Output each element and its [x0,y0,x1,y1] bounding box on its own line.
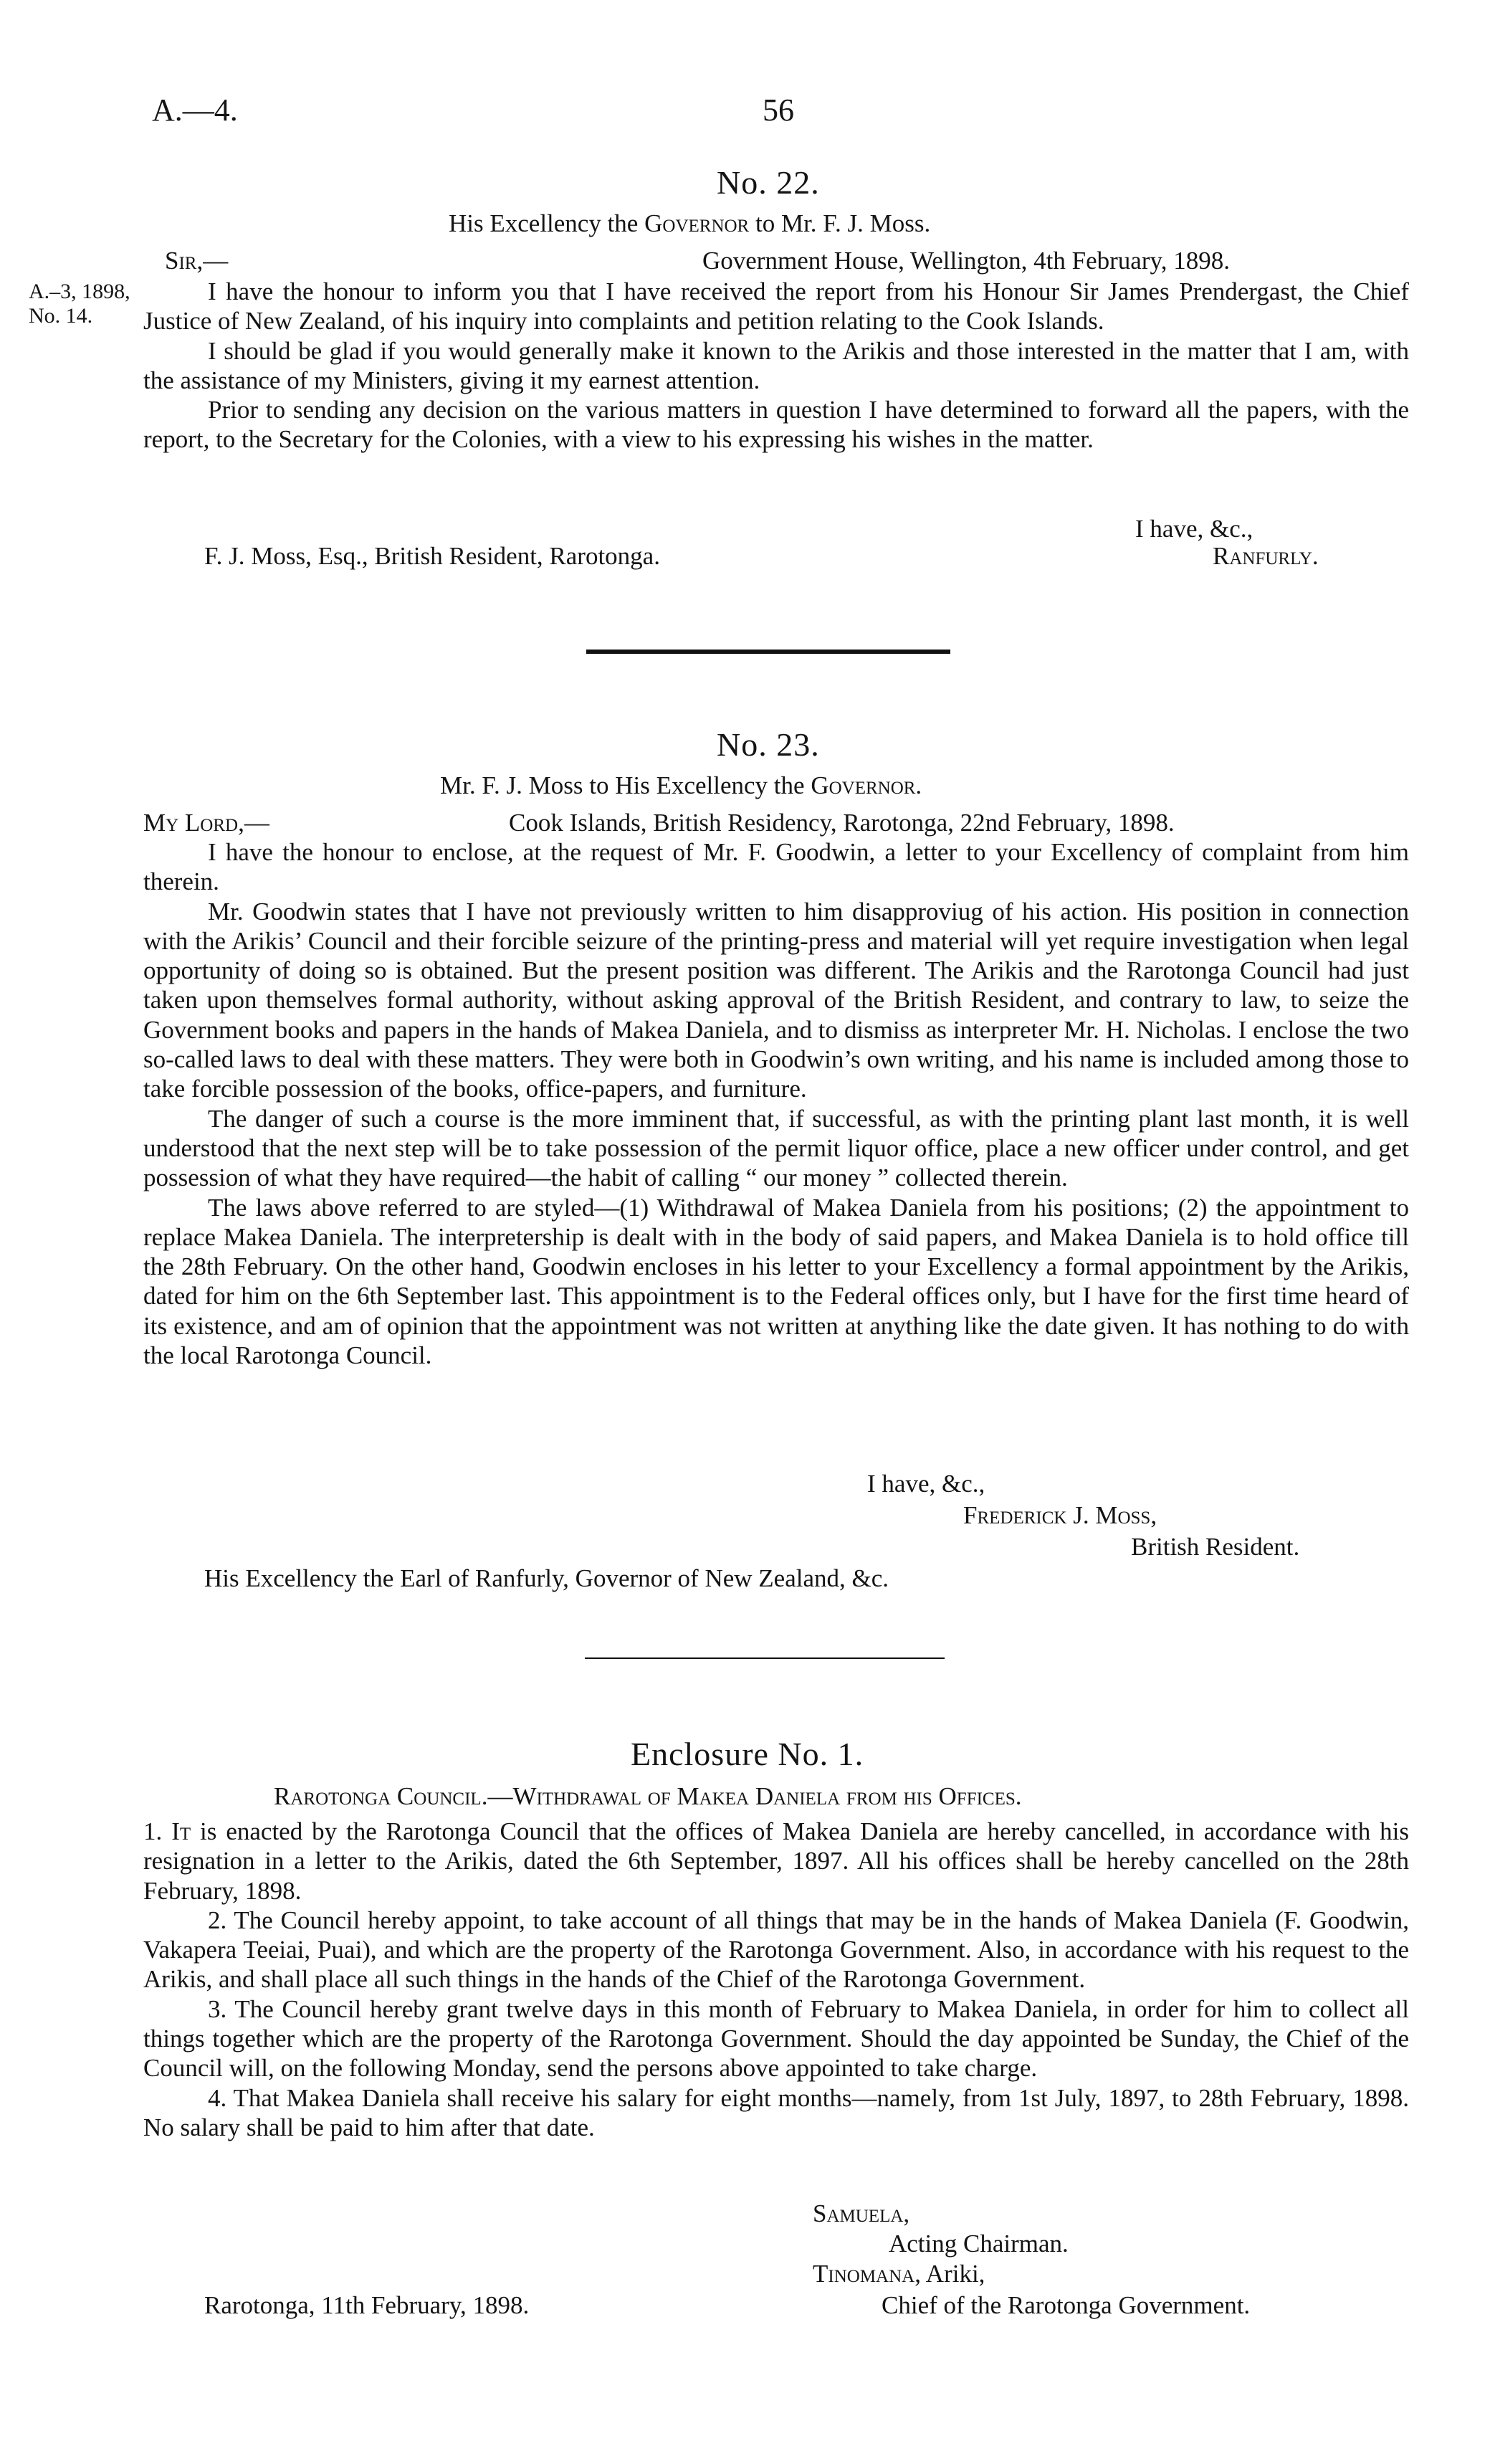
letter-23-place-date: Cook Islands, British Residency, Rarotonga, 22nd February, 1898. [509,809,1175,837]
letter-23-paragraph-4: The laws above referred to are styled—(1) Withdrawal of Makea Daniela from his positions; (2) the appointment to replace Makea Daniela. The interpretership is dealt with in the body of said papers, and Makea Daniela is to hold office till the 28th February. On the other hand, Goodwin encloses in his letter to your Excellency a formal appointment by the Arikis, dated for him on the 6th September last. This appointment is to the Federal offices only, but I have for the first time heard of its existence, and am of opinion that the appointment was not written at anything like the date given. It has nothing to do with the local Rarotonga Council. [143,1193,1409,1370]
margin-reference-line-2: No. 14. [29,304,93,328]
enclosure-clause-2: 2. The Council hereby appoint, to take account of all things that may be in the hands of Makea Daniela (F. Goodwin, Vakapera Teeiai, Puai), and which are the property of the Rarotonga Government. Also, in accordance with his request to the Arikis, and shall place all such things in the hands of the Chief of the Rarotonga Government. [143,1906,1409,1994]
letter-23-closing: I have, &c., [867,1470,985,1498]
letter-23-signature-title: British Resident. [1131,1533,1300,1561]
enclosure-place-date: Rarotonga, 11th February, 1898. [204,2291,530,2319]
enclosure-clause-1-text: is enacted by the Rarotonga Council that the offices of Makea Daniela are hereby cancelled, in accordance with his resignation in a letter to the Arikis, dated the 6th September, 1897. All his offices shall be hereby cancelled on the 28th February, 1898. [143,1817,1409,1905]
enclosure-clause-1-lead: It [171,1817,191,1845]
letter-22-subtitle-governor: Governor [644,209,750,237]
enclosure-clause-4: 4. That Makea Daniela shall receive his salary for eight months—namely, from 1st July, 1897, to 28th February, 1898. No salary shall be paid to him after that date. [143,2083,1409,2141]
letter-23-paragraph-1: I have the honour to enclose, at the request of Mr. F. Goodwin, a letter to your Excellency of complaint from him therein. [143,838,1409,896]
letter-23-subtitle [440,771,922,800]
letter-22-number: No. 22. [717,164,820,201]
enclosure-clause-1-number: 1. [143,1817,172,1845]
letter-23-salutation: My Lord,— [143,809,269,837]
letter-23-addressee: His Excellency the Earl of Ranfurly, Governor of New Zealand, &c. [204,1564,889,1592]
enclosure-signer-2 [813,2260,985,2288]
enclosure-signer-2-rest: , Ariki, [914,2260,985,2288]
letter-22-subtitle [449,209,930,238]
enclosure-title: Enclosure No. 1. [631,1736,864,1772]
header-ref: A.—4. [152,92,238,128]
enclosure-signer-2-title: Chief of the Rarotonga Government. [882,2291,1251,2319]
letter-22-addressee: F. J. Moss, Esq., British Resident, Rarotonga. [204,542,660,570]
margin-reference [29,280,130,328]
margin-reference-line-1: A.–3, 1898, [29,280,130,303]
enclosure-signer-1-title: Acting Chairman. [889,2230,1069,2258]
letter-22-paragraph-1: I have the honour to inform you that I have received the report from his Honour Sir James Prendergast, the Chief Justice of New Zealand, of his inquiry into complaints and petition relating to the Cook Islands. [143,277,1409,336]
letter-22-paragraph-3: Prior to sending any decision on the various matters in question I have determined to forward all the papers, with the report, to the Secretary for the Colonies, with a view to his expressing his wishes in the matter. [143,396,1409,454]
enclosure-clause-1 [143,1817,1409,1906]
letter-23-subtitle-pre: Mr. F. J. Moss to His Excellency the [440,771,811,799]
enclosure-signer-2-name: Tinomana [813,2260,915,2288]
letter-23-body [143,837,1409,1370]
letter-22-closing: I have, &c., [1135,515,1253,543]
letter-22-place-date: Government House, Wellington, 4th February, 1898. [702,247,1230,275]
letter-23-subtitle-governor: Governor. [811,771,922,799]
enclosure-body [143,1817,1409,2142]
letter-23-number: No. 23. [717,726,820,763]
page-number: 56 [763,92,794,128]
letter-23-signature: Frederick J. Moss, [963,1501,1157,1529]
letter-22-subtitle-post: to Mr. F. J. Moss. [749,209,931,237]
letter-22-paragraph-2: I should be glad if you would generally make it known to the Arikis and those interested in the matter that I am, with the assistance of my Ministers, giving it my earnest attention. [143,336,1409,394]
section-divider-thick [586,650,950,654]
letter-23-paragraph-2: Mr. Goodwin states that I have not previously written to him disapproviug of his action. His position in connection with the Arikis’ Council and their forcible seizure of the printing-press and material will yet require investigation when legal opportunity of doing so is obtained. But the present position was different. The Arikis and the Rarotonga Council had just taken upon themselves formal authority, without asking approval of the British Resident, and contrary to law, to seize the Government books and papers in the hands of Makea Daniela, and to dismiss as interpreter Mr. H. Nicholas. I enclose the two so-called laws to deal with these matters. They were both in Goodwin’s own writing, and his name is included among those to take forcible possession of the books, office-papers, and furniture. [143,897,1409,1103]
enclosure-signer-1: Samuela, [813,2199,910,2227]
letter-23-paragraph-3: The danger of such a course is the more imminent that, if successful, as with the printing plant last month, it is well understood that the next step will be to take possession of the permit liquor office, place a new officer under control, and get possession of what they have required—the habit of calling “ our money ” collected therein. [143,1104,1409,1192]
letter-22-subtitle-pre: His Excellency the [449,209,645,237]
section-divider-thin [585,1657,945,1659]
enclosure-subtitle: Rarotonga Council.—Withdrawal of Makea Daniela from his Offices. [274,1782,1022,1810]
enclosure-clause-3: 3. The Council hereby grant twelve days in this month of February to Makea Daniela, in order for him to collect all things together which are the property of the Rarotonga Government. Should the day appointed be Sunday, the Chief of the Council will, on the following Monday, send the persons above appointed to take charge. [143,1994,1409,2083]
letter-22-salutation: Sir,— [165,247,229,275]
letter-22-signature: Ranfurly. [1213,542,1319,570]
letter-22-body [143,277,1409,455]
